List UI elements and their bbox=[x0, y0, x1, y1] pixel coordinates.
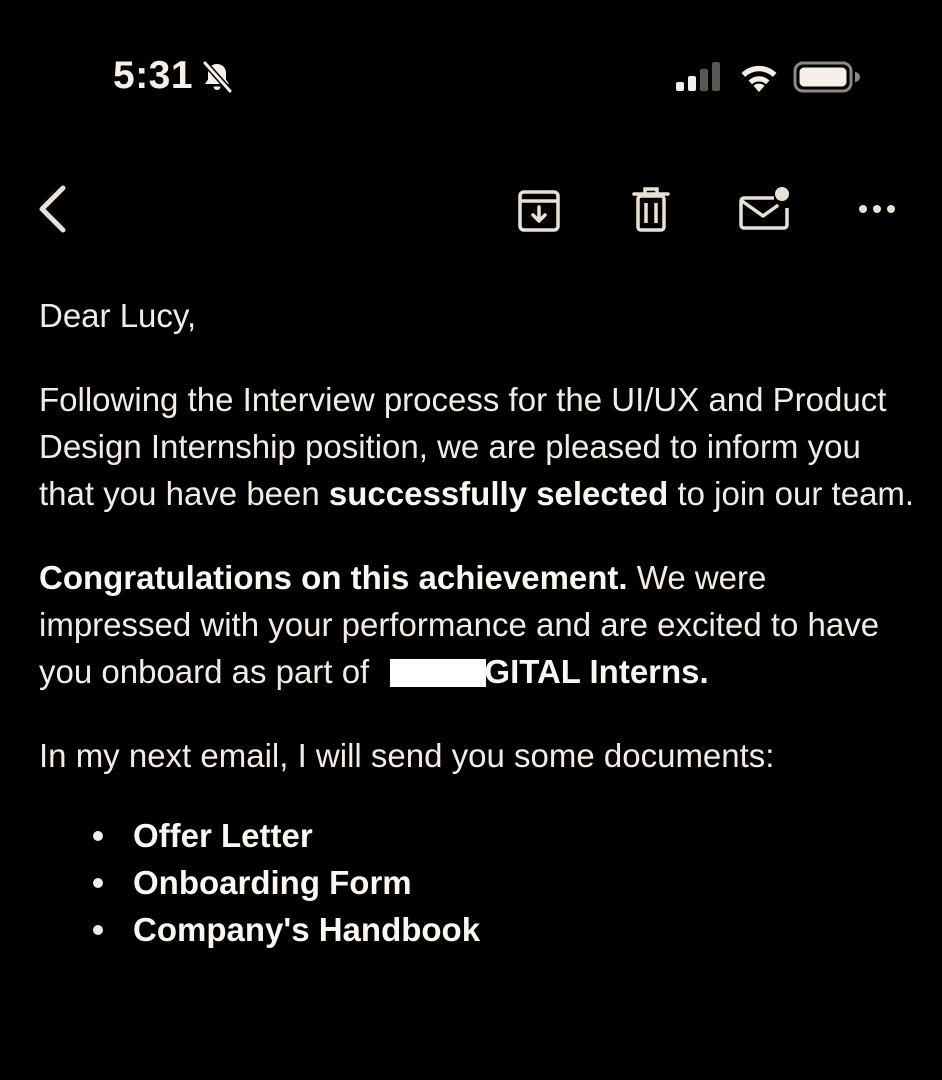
list-item bbox=[93, 859, 919, 906]
delete-button[interactable] bbox=[626, 184, 676, 236]
trash-icon bbox=[626, 184, 676, 236]
mark-unread-button[interactable] bbox=[734, 182, 794, 234]
document-name: Onboarding Form bbox=[133, 864, 412, 901]
back-button[interactable] bbox=[30, 184, 74, 236]
redacted-block bbox=[390, 659, 486, 687]
wifi-icon bbox=[737, 60, 781, 94]
congrats-text: We were impressed with your performance and are excited to have you onboard as part of bbox=[39, 559, 880, 690]
status-time: 5:31 bbox=[113, 54, 194, 97]
list-item bbox=[93, 906, 919, 953]
email-paragraph-congrats bbox=[39, 554, 919, 695]
email-body bbox=[39, 292, 919, 953]
document-name: Company's Handbook bbox=[133, 911, 481, 948]
bullet bbox=[93, 878, 103, 888]
archive-icon bbox=[512, 184, 566, 236]
chevron-left-icon bbox=[30, 184, 74, 236]
document-name: Offer Letter bbox=[133, 817, 313, 854]
archive-button[interactable] bbox=[512, 184, 566, 236]
email-toolbar bbox=[0, 170, 942, 250]
bullet bbox=[93, 831, 103, 841]
mail-unread-icon bbox=[734, 182, 794, 234]
signal-icon bbox=[674, 62, 722, 92]
email-paragraph-documents: In my next email, I will send you some documents: bbox=[39, 737, 775, 774]
email-greeting: Dear Lucy, bbox=[39, 297, 197, 334]
bell-off-icon bbox=[199, 59, 235, 95]
company-name: GITAL Interns. bbox=[484, 653, 709, 690]
status-bar bbox=[0, 0, 942, 150]
bullet bbox=[93, 925, 103, 935]
more-dots-icon bbox=[852, 194, 902, 224]
congrats-highlight: Congratulations on this achievement. bbox=[39, 559, 628, 596]
email-paragraph-selection bbox=[39, 376, 919, 517]
selection-text-start: Following the Interview process for the UI/UX and Product Design Internship position, we are pleased to inform you that you have been bbox=[39, 381, 887, 512]
selection-highlight: successfully selected bbox=[328, 475, 669, 512]
more-button[interactable] bbox=[852, 194, 902, 224]
documents-list bbox=[39, 812, 919, 953]
selection-text-end: to join our team. bbox=[668, 475, 915, 512]
battery-icon bbox=[793, 60, 861, 94]
list-item bbox=[93, 812, 919, 859]
